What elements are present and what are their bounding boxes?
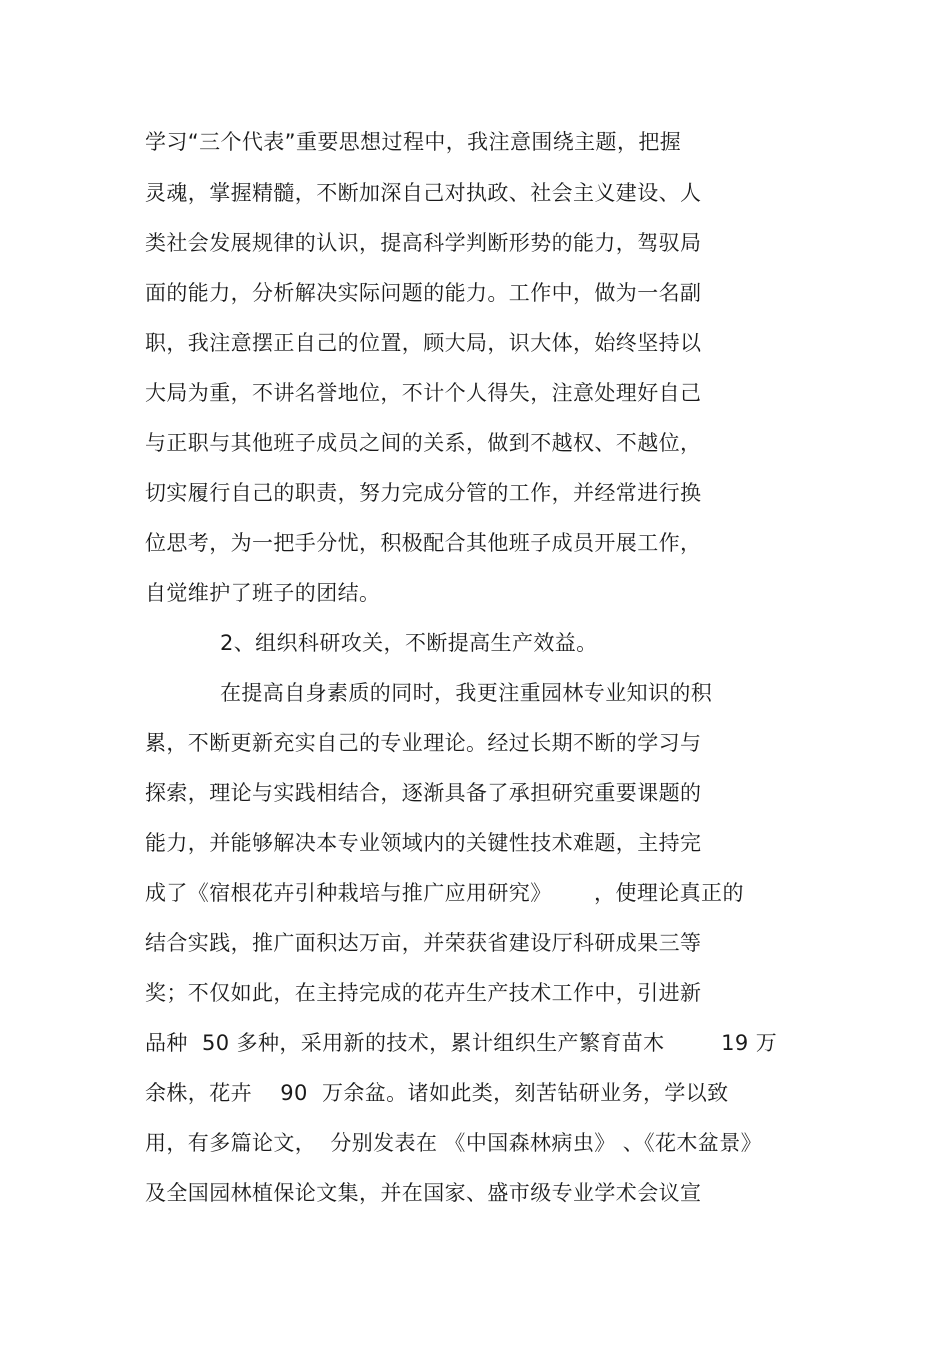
text-line: 自觉维护了班子的团结。	[145, 581, 381, 605]
text-line: 及全国园林植保论文集，并在国家、盛市级专业学术会议宣	[145, 1181, 702, 1205]
text-line: 与正职与其他班子成员之间的关系，做到不越权、不越位，	[145, 431, 702, 455]
text-line: 位思考，为一把手分忧，积极配合其他班子成员开展工作，	[145, 531, 702, 555]
text-line: 面的能力，分析解决实际问题的能力。工作中，做为一名副	[145, 281, 702, 305]
text-line: 切实履行自己的职责，努力完成分管的工作，并经常进行换	[145, 481, 702, 505]
text-line: 灵魂，掌握精髓，不断加深自己对执政、社会主义建设、人	[145, 181, 702, 205]
text-line: 奖；不仅如此，在主持完成的花卉生产技术工作中，引进新	[145, 981, 702, 1005]
text-line: 探索，理论与实践相结合，逐渐具备了承担研究重要课题的	[145, 781, 702, 805]
text-line: 结合实践，推广面积达万亩，并荣获省建设厅科研成果三等	[145, 931, 702, 955]
text-line: 大局为重，不讲名誉地位，不计个人得失，注意处理好自己	[145, 381, 702, 405]
text-line: 能力，并能够解决本专业领域内的关键性技术难题，主持完	[145, 831, 702, 855]
text-line: 用，有多篇论文， 分别发表在 《中国森林病虫》 、《花木盆景》	[145, 1131, 762, 1155]
paragraph-first-line: 在提高自身素质的同时，我更注重园林专业知识的积	[220, 681, 713, 705]
text-line: 余株，花卉 90 万余盆。诸如此类，刻苦钻研业务，学以致	[145, 1081, 729, 1105]
text-line: 类社会发展规律的认识，提高科学判断形势的能力，驾驭局	[145, 231, 702, 255]
text-line: 累，不断更新充实自己的专业理论。经过长期不断的学习与	[145, 731, 702, 755]
text-line: 职，我注意摆正自己的位置，顾大局，识大体，始终坚持以	[145, 331, 702, 355]
text-line: 成了《宿根花卉引种栽培与推广应用研究》 ，使理论真正的	[145, 881, 744, 905]
section-heading: 2、组织科研攻关，不断提高生产效益。	[220, 631, 598, 655]
text-line: 学习“三个代表”重要思想过程中，我注意围绕主题，把握	[145, 130, 682, 154]
text-line: 品种 50 多种，采用新的技术，累计组织生产繁育苗木 19 万	[145, 1031, 778, 1055]
